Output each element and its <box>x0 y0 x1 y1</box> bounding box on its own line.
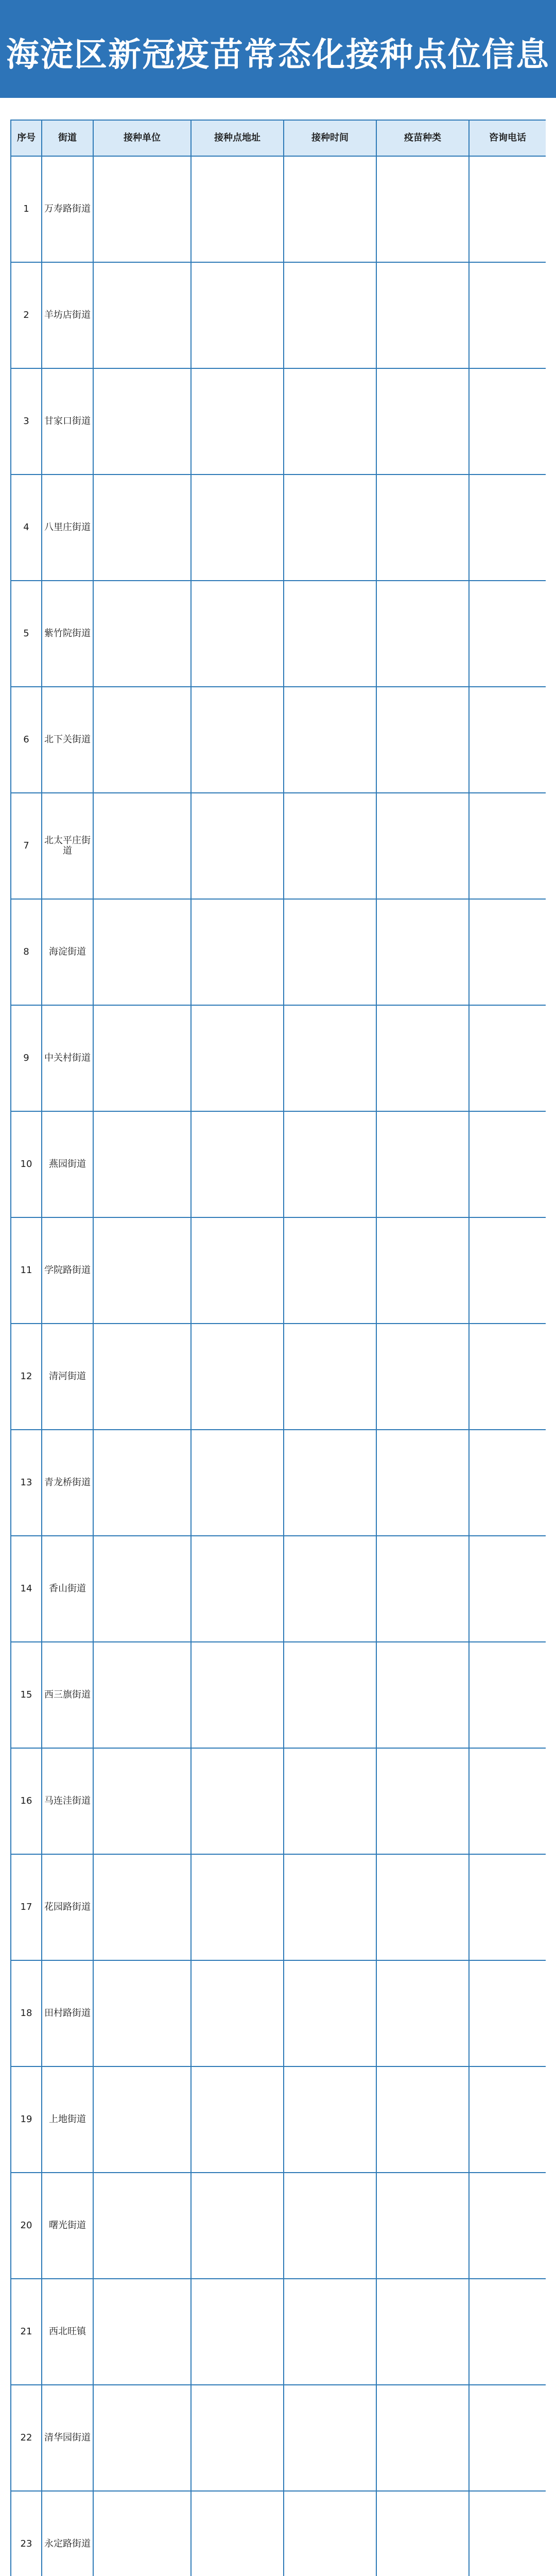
row-street: 曙光街道 <box>42 2173 93 2279</box>
row-time <box>284 1217 376 1324</box>
row-vaccine <box>376 1430 469 1536</box>
row-street: 万寿路街道 <box>42 156 93 262</box>
row-unit <box>93 1748 191 1854</box>
table-row <box>11 1430 546 1536</box>
table-row <box>11 2066 546 2173</box>
table-row <box>11 1536 546 1642</box>
row-vaccine <box>376 1642 469 1748</box>
row-unit <box>93 1111 191 1217</box>
row-time <box>284 1430 376 1536</box>
row-address <box>191 474 284 581</box>
row-unit <box>93 687 191 793</box>
row-time <box>284 368 376 474</box>
col-header-unit: 接种单位 <box>93 120 191 156</box>
row-phone <box>469 687 546 793</box>
row-phone <box>469 581 546 687</box>
row-time <box>284 1854 376 1960</box>
row-number: 21 <box>11 2279 42 2385</box>
row-phone <box>469 2173 546 2279</box>
row-number: 8 <box>11 899 42 1005</box>
row-number: 5 <box>11 581 42 687</box>
table-row <box>11 1960 546 2066</box>
row-phone <box>469 899 546 1005</box>
table-row <box>11 1748 546 1854</box>
row-vaccine <box>376 793 469 899</box>
page-title: 海淀区新冠疫苗常态化接种点位信息 <box>6 36 550 74</box>
col-header-vaccine: 疫苗种类 <box>376 120 469 156</box>
row-street: 上地街道 <box>42 2066 93 2173</box>
row-address <box>191 2279 284 2385</box>
row-phone <box>469 1748 546 1854</box>
row-unit <box>93 1217 191 1324</box>
row-time <box>284 2066 376 2173</box>
row-address <box>191 368 284 474</box>
row-vaccine <box>376 1217 469 1324</box>
row-unit <box>93 899 191 1005</box>
row-unit <box>93 368 191 474</box>
row-street: 紫竹院街道 <box>42 581 93 687</box>
row-phone <box>469 2385 546 2491</box>
table-row <box>11 1217 546 1324</box>
row-number: 23 <box>11 2491 42 2576</box>
row-address <box>191 581 284 687</box>
row-address <box>191 1217 284 1324</box>
table-row <box>11 2385 546 2491</box>
row-vaccine <box>376 1005 469 1111</box>
col-header-street: 街道 <box>42 120 93 156</box>
row-unit <box>93 1005 191 1111</box>
row-number: 9 <box>11 1005 42 1111</box>
row-phone <box>469 2491 546 2576</box>
row-phone <box>469 1960 546 2066</box>
row-time <box>284 687 376 793</box>
row-number: 4 <box>11 474 42 581</box>
row-number: 14 <box>11 1536 42 1642</box>
row-phone <box>469 262 546 368</box>
row-phone <box>469 156 546 262</box>
table-row <box>11 474 546 581</box>
row-vaccine <box>376 368 469 474</box>
row-unit <box>93 2066 191 2173</box>
row-address <box>191 1748 284 1854</box>
row-unit <box>93 1536 191 1642</box>
row-unit <box>93 1854 191 1960</box>
row-vaccine <box>376 1854 469 1960</box>
row-number: 7 <box>11 793 42 899</box>
row-time <box>284 1960 376 2066</box>
row-street: 清河街道 <box>42 1324 93 1430</box>
table-body <box>11 156 546 2576</box>
row-time <box>284 156 376 262</box>
col-header-time: 接种时间 <box>284 120 376 156</box>
row-time <box>284 899 376 1005</box>
row-address <box>191 156 284 262</box>
row-number: 13 <box>11 1430 42 1536</box>
row-number: 6 <box>11 687 42 793</box>
row-address <box>191 2491 284 2576</box>
row-number: 1 <box>11 156 42 262</box>
row-address <box>191 793 284 899</box>
row-vaccine <box>376 1960 469 2066</box>
row-address <box>191 1536 284 1642</box>
row-vaccine <box>376 2491 469 2576</box>
row-time <box>284 2385 376 2491</box>
table-row <box>11 581 546 687</box>
row-street: 马连洼街道 <box>42 1748 93 1854</box>
row-time <box>284 1005 376 1111</box>
row-time <box>284 2173 376 2279</box>
row-address <box>191 2173 284 2279</box>
row-number: 11 <box>11 1217 42 1324</box>
row-street: 香山街道 <box>42 1536 93 1642</box>
row-vaccine <box>376 1536 469 1642</box>
row-address <box>191 2385 284 2491</box>
row-phone <box>469 1854 546 1960</box>
row-address <box>191 1005 284 1111</box>
row-unit <box>93 474 191 581</box>
row-unit <box>93 2173 191 2279</box>
row-unit <box>93 2491 191 2576</box>
row-phone <box>469 1536 546 1642</box>
table-row <box>11 262 546 368</box>
row-address <box>191 1960 284 2066</box>
table-row <box>11 1324 546 1430</box>
row-number: 17 <box>11 1854 42 1960</box>
row-time <box>284 1748 376 1854</box>
table-row <box>11 1111 546 1217</box>
row-unit <box>93 262 191 368</box>
row-phone <box>469 368 546 474</box>
row-number: 12 <box>11 1324 42 1430</box>
row-vaccine <box>376 2279 469 2385</box>
row-street: 青龙桥街道 <box>42 1430 93 1536</box>
row-address <box>191 262 284 368</box>
row-street: 北太平庄街道 <box>42 793 93 899</box>
row-vaccine <box>376 1111 469 1217</box>
row-vaccine <box>376 2066 469 2173</box>
row-time <box>284 1642 376 1748</box>
row-phone <box>469 793 546 899</box>
row-unit <box>93 156 191 262</box>
row-unit <box>93 1960 191 2066</box>
row-address <box>191 899 284 1005</box>
vaccination-sites-table-wrap <box>10 120 546 2576</box>
row-street: 学院路街道 <box>42 1217 93 1324</box>
row-unit <box>93 793 191 899</box>
row-street: 燕园街道 <box>42 1111 93 1217</box>
page-header <box>0 0 556 98</box>
row-vaccine <box>376 2173 469 2279</box>
row-number: 3 <box>11 368 42 474</box>
row-street: 中关村街道 <box>42 1005 93 1111</box>
row-address <box>191 1854 284 1960</box>
row-unit <box>93 1642 191 1748</box>
vaccination-sites-table <box>10 120 546 2576</box>
table-row <box>11 793 546 899</box>
table-row <box>11 368 546 474</box>
row-vaccine <box>376 2385 469 2491</box>
row-phone <box>469 1217 546 1324</box>
row-time <box>284 262 376 368</box>
row-phone <box>469 1642 546 1748</box>
row-phone <box>469 1005 546 1111</box>
row-street: 花园路街道 <box>42 1854 93 1960</box>
row-time <box>284 2279 376 2385</box>
row-number: 18 <box>11 1960 42 2066</box>
row-vaccine <box>376 899 469 1005</box>
row-unit <box>93 581 191 687</box>
table-row <box>11 2491 546 2576</box>
row-vaccine <box>376 262 469 368</box>
row-phone <box>469 1111 546 1217</box>
row-number: 22 <box>11 2385 42 2491</box>
row-phone <box>469 2279 546 2385</box>
row-number: 20 <box>11 2173 42 2279</box>
row-unit <box>93 1430 191 1536</box>
row-unit <box>93 1324 191 1430</box>
row-vaccine <box>376 1324 469 1430</box>
row-street: 海淀街道 <box>42 899 93 1005</box>
row-address <box>191 2066 284 2173</box>
row-street: 北下关街道 <box>42 687 93 793</box>
row-street: 田村路街道 <box>42 1960 93 2066</box>
row-street: 甘家口街道 <box>42 368 93 474</box>
row-time <box>284 1324 376 1430</box>
row-street: 西北旺镇 <box>42 2279 93 2385</box>
row-vaccine <box>376 1748 469 1854</box>
col-header-address: 接种点地址 <box>191 120 284 156</box>
table-row <box>11 687 546 793</box>
table-row <box>11 156 546 262</box>
table-row <box>11 2173 546 2279</box>
table-row <box>11 899 546 1005</box>
row-unit <box>93 2385 191 2491</box>
col-header-no: 序号 <box>11 120 42 156</box>
row-number: 10 <box>11 1111 42 1217</box>
row-address <box>191 1430 284 1536</box>
row-address <box>191 687 284 793</box>
row-number: 16 <box>11 1748 42 1854</box>
row-phone <box>469 474 546 581</box>
row-time <box>284 581 376 687</box>
row-street: 清华园街道 <box>42 2385 93 2491</box>
row-time <box>284 793 376 899</box>
row-street: 永定路街道 <box>42 2491 93 2576</box>
row-vaccine <box>376 156 469 262</box>
row-unit <box>93 2279 191 2385</box>
row-phone <box>469 1430 546 1536</box>
row-street: 八里庄街道 <box>42 474 93 581</box>
table-row <box>11 2279 546 2385</box>
row-vaccine <box>376 581 469 687</box>
row-address <box>191 1642 284 1748</box>
row-vaccine <box>376 687 469 793</box>
row-time <box>284 2491 376 2576</box>
row-street: 羊坊店街道 <box>42 262 93 368</box>
row-number: 19 <box>11 2066 42 2173</box>
row-time <box>284 474 376 581</box>
row-time <box>284 1111 376 1217</box>
row-time <box>284 1536 376 1642</box>
row-vaccine <box>376 474 469 581</box>
table-row <box>11 1642 546 1748</box>
row-phone <box>469 2066 546 2173</box>
row-address <box>191 1324 284 1430</box>
row-address <box>191 1111 284 1217</box>
row-number: 2 <box>11 262 42 368</box>
row-phone <box>469 1324 546 1430</box>
row-number: 15 <box>11 1642 42 1748</box>
table-row <box>11 1005 546 1111</box>
table-row <box>11 1854 546 1960</box>
row-street: 西三旗街道 <box>42 1642 93 1748</box>
table-header-row <box>11 120 546 156</box>
col-header-phone: 咨询电话 <box>469 120 546 156</box>
